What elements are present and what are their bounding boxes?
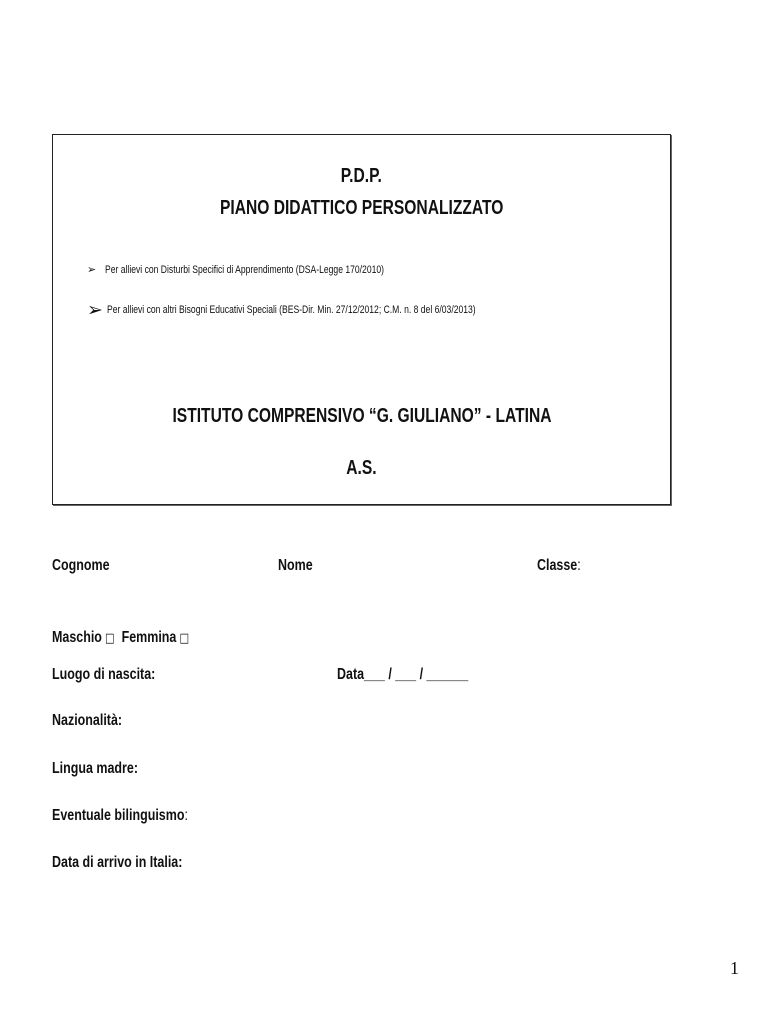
header-box [52, 134, 671, 505]
school-year: A.S. [346, 457, 377, 479]
arrow-bullet-icon: ➢ [87, 263, 97, 276]
school-name: ISTITUTO COMPRENSIVO “G. GIULIANO” - LATINA [171, 405, 552, 427]
maschio-checkbox[interactable]: □ [105, 631, 115, 646]
document-title: PIANO DIDATTICO PERSONALIZZATO [219, 197, 504, 219]
data-nascita-field: Data___ / ___ / ______ [337, 666, 469, 683]
page-number: 1 [730, 958, 739, 978]
data-arrivo-field: Data di arrivo in Italia: [52, 854, 183, 871]
nome-field: Nome [278, 557, 313, 574]
bullet-bes [87, 299, 580, 321]
title-abbreviation: P.D.P. [340, 165, 383, 187]
date-blanks[interactable]: __ / ___ / ______ [370, 666, 469, 683]
bullet-dsa-text: Per allievi con Disturbi Specifici di Apprendimento (DSA-Legge 170/2010) [105, 263, 385, 276]
gender-field [52, 629, 228, 647]
femmina-label: Femmina [121, 629, 177, 646]
arrow-bullet-icon: ➢ [87, 299, 103, 321]
bullet-dsa [87, 263, 463, 276]
classe-field: Classe: [537, 557, 581, 574]
bullet-bes-text: Per allievi con altri Bisogni Educativi Speciali (BES-Dir. Min. 27/12/2012; C.M. n. 8 del 6/03/2013) [106, 304, 476, 316]
nazionalita-field: Nazionalità: [52, 712, 123, 729]
cognome-field: Cognome [52, 557, 110, 574]
lingua-madre-field: Lingua madre: [52, 760, 138, 777]
bilinguismo-field: Eventuale bilinguismo: [52, 807, 188, 824]
luogo-nascita-field: Luogo di nascita: [52, 666, 156, 683]
maschio-label: Maschio [52, 629, 102, 646]
femmina-checkbox[interactable]: □ [179, 631, 190, 646]
